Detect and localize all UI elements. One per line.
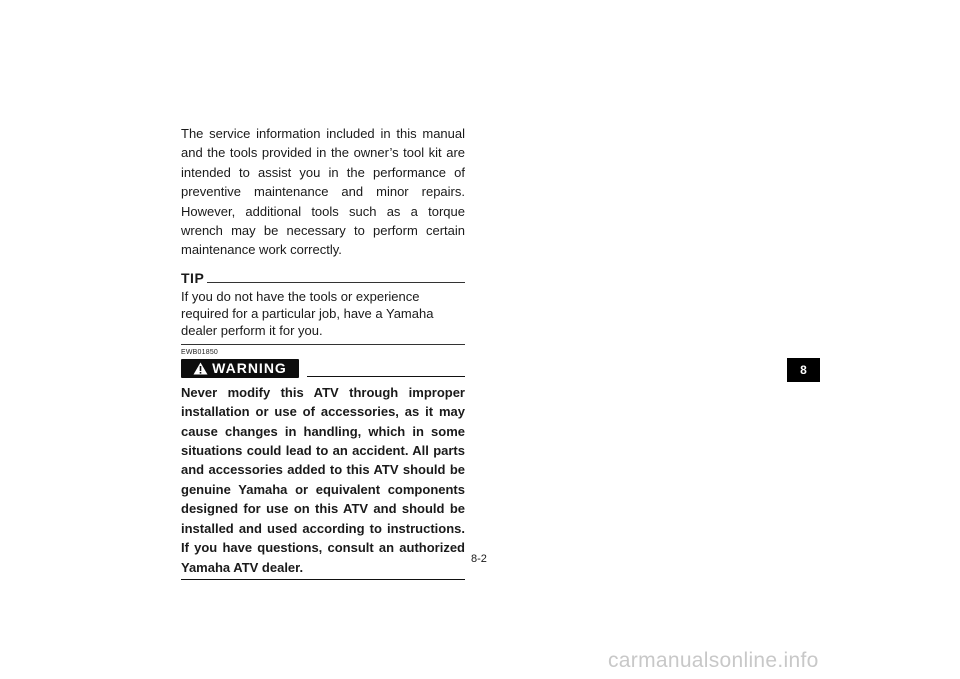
tip-rule <box>207 282 465 283</box>
warning-text: Never modify this ATV through improper installation or use of accessories, as it may cause changes in handling, which in some situations could lead to an accident. All parts and accessories added to this ATV should be genuine Yamaha or equivalent components designed for use on this ATV and should be installed and used according to instructions. If you have questions, consult an authorized Yamaha ATV dealer. <box>181 384 465 575</box>
chapter-tab: 8 <box>787 358 820 382</box>
warning-rule <box>307 376 465 377</box>
warning-triangle-icon <box>193 362 208 375</box>
watermark: carmanualsonline.info <box>608 649 819 672</box>
intro-paragraph: The service information included in this manual and the tools provided in the owner’s tool kit are intended to assist you in the performance of preventive maintenance and minor repairs. However, additional tools such as a torque wrench may be necessary to perform certain maintenance work correctly. <box>181 126 465 258</box>
content-column <box>181 124 465 580</box>
warning-label: WARNING <box>212 360 287 377</box>
tip-label: TIP <box>181 269 205 286</box>
warning-badge <box>181 359 299 378</box>
warning-code: EWB01850 <box>181 348 219 356</box>
tip-text: If you do not have the tools or experience required for a particular job, have a Yamaha dealer perform it for you. <box>181 288 434 338</box>
warning-header <box>181 358 465 378</box>
warning-end-rule <box>181 579 465 580</box>
page-number: 8-2 <box>471 553 487 565</box>
tip-header <box>181 267 465 285</box>
tip-end-rule <box>181 344 465 345</box>
